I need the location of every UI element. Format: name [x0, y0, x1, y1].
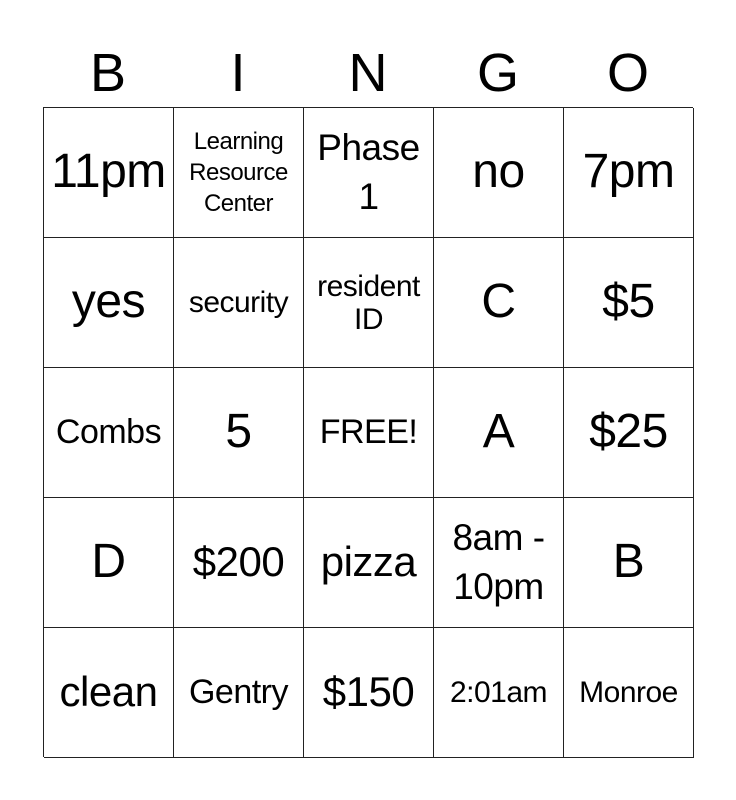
bingo-header [43, 38, 693, 108]
bingo-cell[interactable]: 11pm [44, 108, 174, 238]
bingo-cell[interactable]: 8am - 10pm [434, 498, 564, 628]
bingo-cell[interactable]: $200 [174, 498, 304, 628]
bingo-cell[interactable]: clean [44, 628, 174, 758]
header-letter-g: G [476, 43, 519, 103]
bingo-cell[interactable]: Combs [44, 368, 174, 498]
bingo-board [43, 107, 693, 757]
header-letter-n: N [348, 43, 388, 103]
bingo-cell[interactable]: Gentry [174, 628, 304, 758]
header-letter-o: O [606, 43, 649, 103]
bingo-cell[interactable]: $25 [564, 368, 694, 498]
bingo-cell[interactable]: C [434, 238, 564, 368]
bingo-cell[interactable]: 2:01am [434, 628, 564, 758]
bingo-cell[interactable]: $150 [304, 628, 434, 758]
bingo-cell[interactable]: Phase 1 [304, 108, 434, 238]
bingo-cell[interactable]: Monroe [564, 628, 694, 758]
bingo-cell[interactable]: 5 [174, 368, 304, 498]
bingo-cell[interactable]: 7pm [564, 108, 694, 238]
header-letter-i: I [230, 43, 246, 103]
bingo-cell[interactable]: B [564, 498, 694, 628]
bingo-cell[interactable]: pizza [304, 498, 434, 628]
bingo-cell[interactable]: Learning Resource Center [174, 108, 304, 238]
header-letter-b: B [89, 43, 127, 103]
bingo-cell[interactable]: A [434, 368, 564, 498]
bingo-cell[interactable]: resident ID [304, 238, 434, 368]
bingo-cell[interactable]: D [44, 498, 174, 628]
bingo-cell[interactable]: yes [44, 238, 174, 368]
bingo-cell[interactable]: security [174, 238, 304, 368]
bingo-cell[interactable]: no [434, 108, 564, 238]
bingo-cell free-space[interactable]: FREE! [304, 368, 434, 498]
bingo-cell[interactable]: $5 [564, 238, 694, 368]
